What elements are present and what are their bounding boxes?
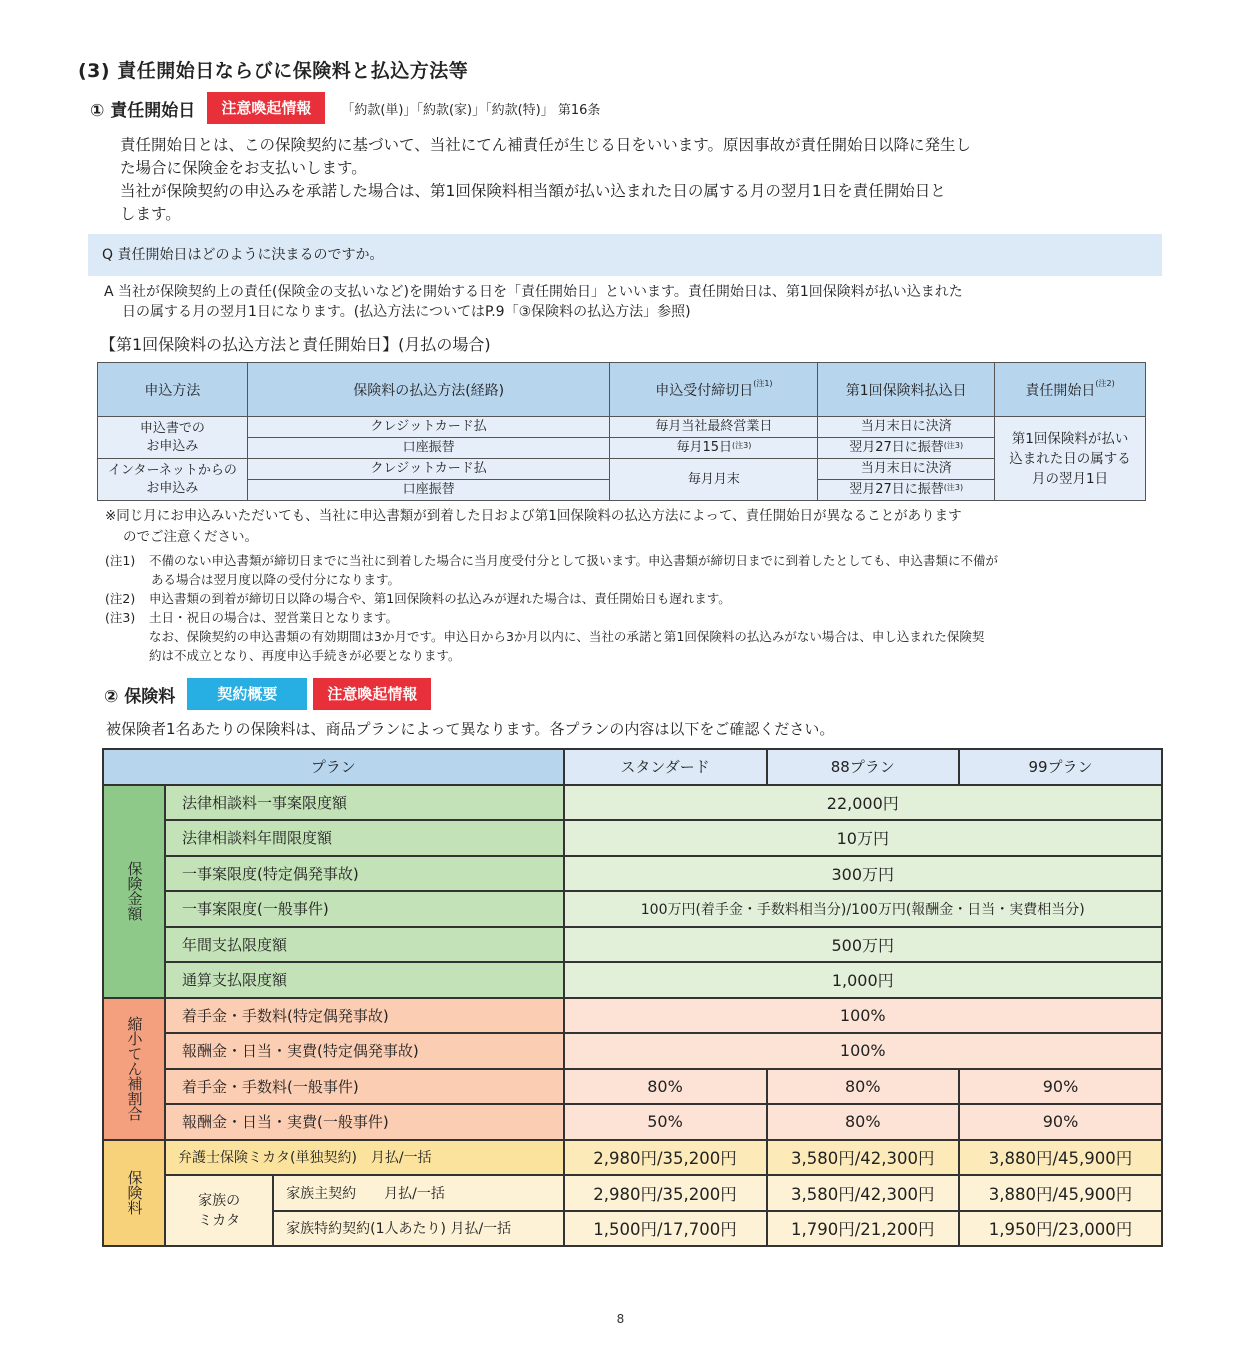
cell-text: 家族の [198, 1192, 241, 1209]
row-label: 報酬金・日当・実費(特定偶発事故) [165, 1033, 564, 1069]
row-value: 100万円(着手金・手数料相当分)/100万円(報酬金・日当・実費相当分) [564, 891, 1162, 927]
start-date-cell [995, 417, 1146, 501]
text-line: 土日・祝日の場合は、翌営業日となります。 [149, 610, 399, 625]
faq-answer [104, 282, 1164, 322]
row-label: 報酬金・日当・実費(一般事件) [165, 1104, 564, 1140]
coverage-group-label [103, 785, 165, 998]
row-value: 10万円 [564, 820, 1162, 856]
value-88-plan: 3,580円/42,300円 [767, 1175, 959, 1211]
value-99-plan: 1,950円/23,000円 [959, 1211, 1162, 1247]
table-row [98, 459, 1146, 480]
caution-badge: 注意喚起情報 [207, 92, 325, 124]
terms-reference: 「約款(単)」「約款(家)」「約款(特)」 第16条 [341, 102, 601, 118]
value-88-plan: 1,790円/21,200円 [767, 1211, 959, 1247]
value-88-plan: 3,580円/42,300円 [767, 1140, 959, 1176]
text-line: なお、保険契約の申込書類の有効期間は3か月です。申込日から3か月以内に、当社の承諾と第1回保険料の払込みがない場合は、申し込まれた保険契 [149, 629, 985, 644]
table-row [103, 856, 1162, 892]
cell-text: 翌月27日に振替 [849, 482, 944, 497]
row-value: 500万円 [564, 927, 1162, 963]
cell-text: 申込書での [139, 420, 205, 436]
header-88-plan: 88プラン [767, 749, 959, 785]
table-row [103, 785, 1162, 821]
note-label: (注2) [105, 591, 136, 606]
subsection-start-date-header [90, 92, 600, 124]
text-line: 当社が保険契約の申込みを承諾した場合は、第1回保険料相当額が払い込まれた日の属する月の翌月1日を責任開始日と [120, 182, 946, 200]
plan-table [102, 748, 1163, 1247]
subsection-premium-header [104, 678, 437, 710]
table-row [103, 820, 1162, 856]
method-internet [98, 459, 248, 501]
subsection-title: ① 責任開始日 [90, 100, 196, 121]
table-row [103, 891, 1162, 927]
faq-question: Q 責任開始日はどのように決まるのですか。 [88, 234, 1162, 276]
cell-text: お申込み [146, 438, 199, 454]
star-note [105, 506, 1165, 548]
deadline-cell: 毎月月末 [610, 459, 818, 501]
group-text: 保険金額 [125, 861, 144, 921]
cell-text: 月の翌月1日 [1032, 470, 1109, 487]
text-line: 不備のない申込書類が締切日までに当社に到着した場合に当月度受付分として扱います。申込書類が締切日までに到着したとしても、申込書類に不備が [149, 553, 999, 568]
first-pay-cell: 当月末日に決済 [818, 459, 995, 480]
footnote-ref: (注2) [1095, 378, 1115, 388]
payment-start-date-table [97, 362, 1146, 501]
table-header-row [103, 749, 1162, 785]
note-label: (注1) [105, 553, 136, 568]
text-line: 約は不成立となり、再度申込手続きが必要となります。 [149, 648, 461, 663]
cell-text: 毎月15日 [676, 440, 732, 455]
header-standard: スタンダード [564, 749, 767, 785]
cell-text: 第1回保険料が払い [1011, 430, 1129, 447]
table-row [103, 1069, 1162, 1105]
page-number: 8 [616, 1312, 625, 1326]
row-value: 1,000円 [564, 962, 1162, 998]
text-line: A 当社が保険契約上の責任(保険金の支払いなど)を開始する日を「責任開始日」といいます。責任開始日は、第1回保険料が払い込まれた [104, 284, 963, 300]
footnote-ref: (注3) [731, 441, 752, 450]
cell-text: ミカタ [198, 1212, 241, 1229]
table-row [103, 1175, 1162, 1211]
group-text: 縮小てん補割合 [125, 1016, 144, 1121]
value-standard: 80% [564, 1069, 767, 1105]
route-cell: クレジットカード払 [247, 459, 610, 480]
value-standard: 2,980円/35,200円 [564, 1140, 767, 1176]
route-cell: 口座振替 [247, 480, 610, 501]
cell-text: インターネットからの [108, 462, 237, 478]
table-row [103, 1033, 1162, 1069]
footnote-ref: (注3) [943, 483, 964, 492]
row-value: 100% [564, 998, 1162, 1034]
row-label: 法律相談料一事案限度額 [165, 785, 564, 821]
row-label: 一事案限度(特定偶発事故) [165, 856, 564, 892]
value-99-plan: 3,880円/45,900円 [959, 1140, 1162, 1176]
cell-text: お申込み [146, 480, 199, 496]
text-line: 日の属する月の翌月1日になります。(払込方法についてはP.9「③保険料の払込方法」参照) [122, 304, 691, 320]
deadline-cell: 毎月当社最終営業日 [610, 417, 818, 438]
row-label: 年間支払限度額 [165, 927, 564, 963]
table-row [98, 438, 1146, 459]
route-cell: 口座振替 [247, 438, 610, 459]
header-text: 申込受付締切日 [655, 382, 754, 399]
row-label: 法律相談料年間限度額 [165, 820, 564, 856]
table-row [103, 927, 1162, 963]
premium-group-label [103, 1140, 165, 1247]
footnotes [105, 506, 1165, 665]
section-title: (3) 責任開始日ならびに保険料と払込方法等 [78, 60, 469, 82]
note-3 [105, 608, 1165, 665]
row-label: 着手金・手数料(特定偶発事故) [165, 998, 564, 1034]
row-label: 一事案限度(一般事件) [165, 891, 564, 927]
text-line: 責任開始日とは、この保険契約に基づいて、当社にてん補責任が生じる日をいいます。原因事故が責任開始日以降に発生し [120, 136, 971, 154]
row-value: 100% [564, 1033, 1162, 1069]
cell-text: 翌月27日に振替 [849, 440, 944, 455]
header-plan: プラン [103, 749, 564, 785]
note-1 [105, 551, 1165, 589]
table-row [103, 1140, 1162, 1176]
first-pay-cell: 当月末日に決済 [818, 417, 995, 438]
row-value: 22,000円 [564, 785, 1162, 821]
value-standard: 1,500円/17,700円 [564, 1211, 767, 1247]
footnote-ref: (注1) [753, 378, 773, 388]
deadline-cell [610, 438, 818, 459]
header-text: 責任開始日 [1025, 382, 1096, 399]
row-value: 300万円 [564, 856, 1162, 892]
value-99-plan: 90% [959, 1069, 1162, 1105]
caution-badge: 注意喚起情報 [313, 678, 431, 710]
value-standard: 50% [564, 1104, 767, 1140]
value-88-plan: 80% [767, 1104, 959, 1140]
family-label [165, 1175, 273, 1246]
start-date-description [120, 134, 1160, 226]
note-label: (注3) [105, 610, 136, 625]
table-header-row [98, 363, 1146, 417]
header-first-payment: 第1回保険料払込日 [818, 363, 995, 417]
text-line: ある場合は翌月度以降の受付分になります。 [151, 572, 401, 587]
method-paper [98, 417, 248, 459]
row-label: 通算支払限度額 [165, 962, 564, 998]
value-88-plan: 80% [767, 1069, 959, 1105]
subsection-title: ② 保険料 [104, 686, 176, 707]
header-99-plan: 99プラン [959, 749, 1162, 785]
first-pay-cell [818, 480, 995, 501]
first-pay-cell [818, 438, 995, 459]
header-route: 保険料の払込方法(経路) [247, 363, 610, 417]
route-cell: クレジットカード払 [247, 417, 610, 438]
text-line: た場合に保険金をお支払いします。 [120, 159, 367, 177]
value-99-plan: 90% [959, 1104, 1162, 1140]
text-line: ※同じ月にお申込みいただいても、当社に申込書類が到着した日および第1回保険料の払込方法によって、責任開始日が異なることがあります [105, 508, 962, 524]
header-deadline [610, 363, 818, 417]
table-row [103, 962, 1162, 998]
row-label: 着手金・手数料(一般事件) [165, 1069, 564, 1105]
header-method: 申込方法 [98, 363, 248, 417]
footnote-ref: (注3) [943, 441, 964, 450]
summary-badge: 契約概要 [187, 678, 307, 710]
note-2 [105, 589, 1165, 608]
payment-table-title: 【第1回保険料の払込方法と責任開始日】(月払の場合) [100, 335, 491, 354]
value-standard: 2,980円/35,200円 [564, 1175, 767, 1211]
ratio-group-label [103, 998, 165, 1140]
table-row [103, 998, 1162, 1034]
text-line: します。 [120, 205, 181, 223]
text-line: 申込書類の到着が締切日以降の場合や、第1回保険料の払込みが遅れた場合は、責任開始日も遅れます。 [149, 591, 731, 606]
table-row [98, 417, 1146, 438]
row-label: 家族主契約 月払/一括 [273, 1175, 563, 1211]
table-row [103, 1104, 1162, 1140]
row-label: 家族特約契約(1人あたり) 月払/一括 [273, 1211, 563, 1247]
value-99-plan: 3,880円/45,900円 [959, 1175, 1162, 1211]
group-text: 保険料 [125, 1170, 144, 1216]
cell-text: 込まれた日の属する [1009, 450, 1131, 467]
row-label: 弁護士保険ミカタ(単独契約) 月払/一括 [165, 1140, 564, 1176]
text-line: のでご注意ください。 [123, 529, 258, 545]
premium-intro: 被保険者1名あたりの保険料は、商品プランによって異なります。各プランの内容は以下をご確認ください。 [106, 720, 835, 738]
header-start-date [995, 363, 1146, 417]
